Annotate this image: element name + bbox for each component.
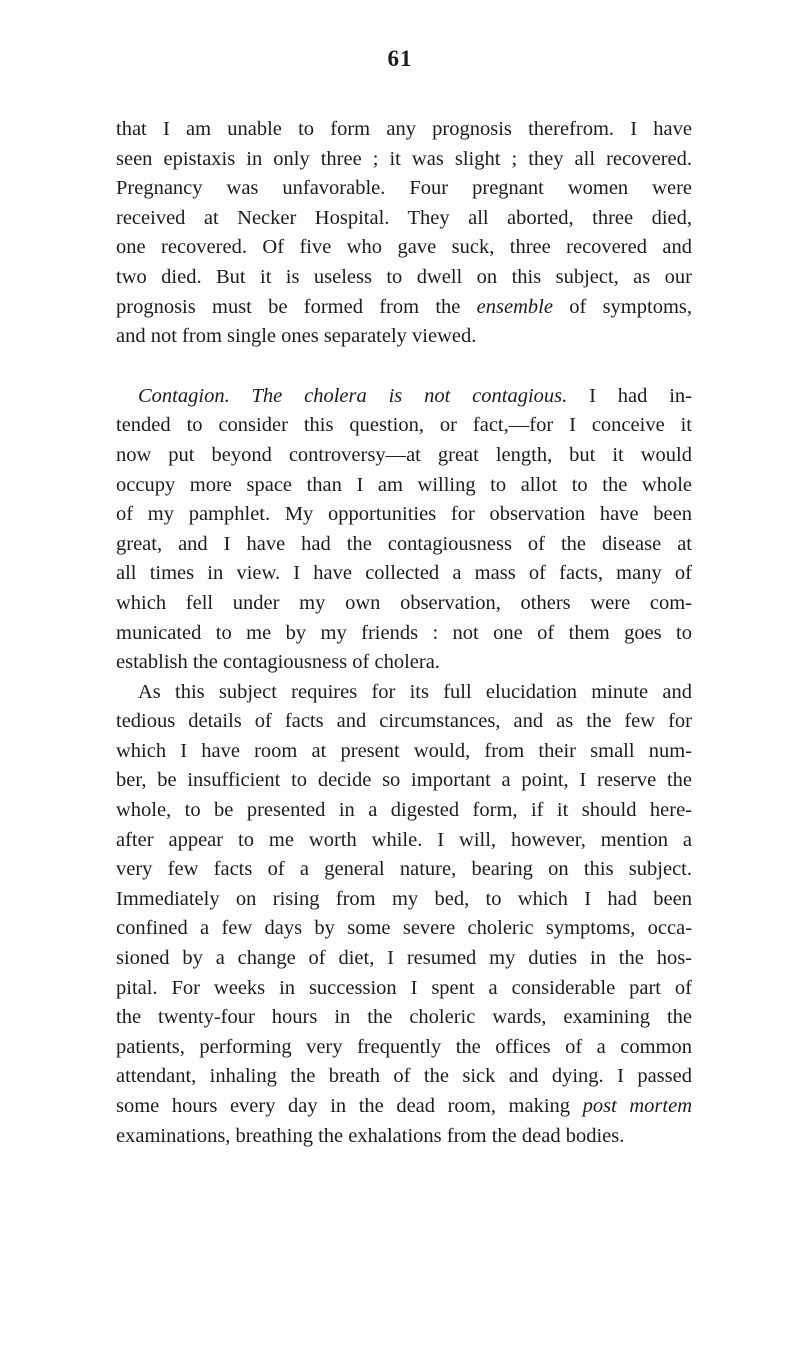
- text-line: prognosis must be formed from the ensemble of symptoms,: [116, 295, 692, 318]
- text-line: ber, be insufficient to decide so important a point, I reserve the: [116, 769, 692, 792]
- text-line: confined a few days by some severe choleric symptoms, occa-: [116, 917, 692, 940]
- text-line: examinations, breathing the exhalations from the dead bodies.: [116, 1124, 625, 1147]
- text-line: Pregnancy was unfavorable. Four pregnant women were: [116, 177, 692, 200]
- text-line: pital. For weeks in succession I spent a considerable part of: [116, 976, 692, 999]
- paragraph-observations: [116, 678, 692, 1152]
- text-line: Contagion. The cholera is not contagious. I had in-: [138, 384, 692, 407]
- text-line: now put beyond controversy—at great length, but it would: [116, 443, 692, 466]
- text-line: patients, performing very frequently the offices of a common: [116, 1035, 692, 1058]
- text-line: Immediately on rising from my bed, to which I had been: [116, 887, 692, 910]
- text-line: that I am unable to form any prognosis therefrom. I have: [116, 118, 692, 140]
- text-line: of my pamphlet. My opportunities for observation have been: [116, 503, 692, 526]
- text-line: the twenty-four hours in the choleric wards, examining the: [116, 1006, 692, 1029]
- paragraph-prognosis: [116, 115, 692, 352]
- text-line: tended to consider this question, or fact,—for I conceive it: [116, 414, 692, 437]
- text-line: very few facts of a general nature, bearing on this subject.: [116, 858, 692, 881]
- body-text: [116, 115, 692, 1151]
- text-line: seen epistaxis in only three ; it was slight ; they all recovered.: [116, 147, 692, 170]
- text-line: occupy more space than I am willing to allot to the whole: [116, 473, 692, 496]
- text-line: attendant, inhaling the breath of the sick and dying. I passed: [116, 1065, 692, 1088]
- text-line: establish the contagiousness of cholera.: [116, 651, 440, 674]
- text-line: As this subject requires for its full elucidation minute and: [138, 680, 692, 703]
- text-line: great, and I have had the contagiousness of the disease at: [116, 532, 692, 555]
- page-number: 61: [387, 46, 413, 71]
- text-line: some hours every day in the dead room, making post mortem: [116, 1095, 692, 1117]
- text-line: after appear to me worth while. I will, however, mention a: [116, 828, 692, 851]
- paragraph-gap: [116, 352, 692, 382]
- text-line: which fell under my own observation, others were com-: [116, 591, 692, 614]
- text-line: one recovered. Of five who gave suck, three recovered and: [116, 236, 692, 259]
- text-line: and not from single ones separately viewed.: [116, 325, 477, 348]
- text-line: municated to me by my friends : not one of them goes to: [116, 621, 692, 644]
- text-line: sioned by a change of diet, I resumed my duties in the hos-: [116, 947, 692, 970]
- paragraph-contagion: [116, 382, 692, 678]
- text-line: received at Necker Hospital. They all aborted, three died,: [116, 206, 692, 229]
- text-line: whole, to be presented in a digested form, if it should here-: [116, 799, 692, 822]
- text-line: two died. But it is useless to dwell on this subject, as our: [116, 265, 692, 288]
- text-line: tedious details of facts and circumstances, and as the few for: [116, 710, 692, 733]
- text-line: all times in view. I have collected a mass of facts, many of: [116, 562, 692, 585]
- text-line: which I have room at present would, from their small num-: [116, 739, 692, 762]
